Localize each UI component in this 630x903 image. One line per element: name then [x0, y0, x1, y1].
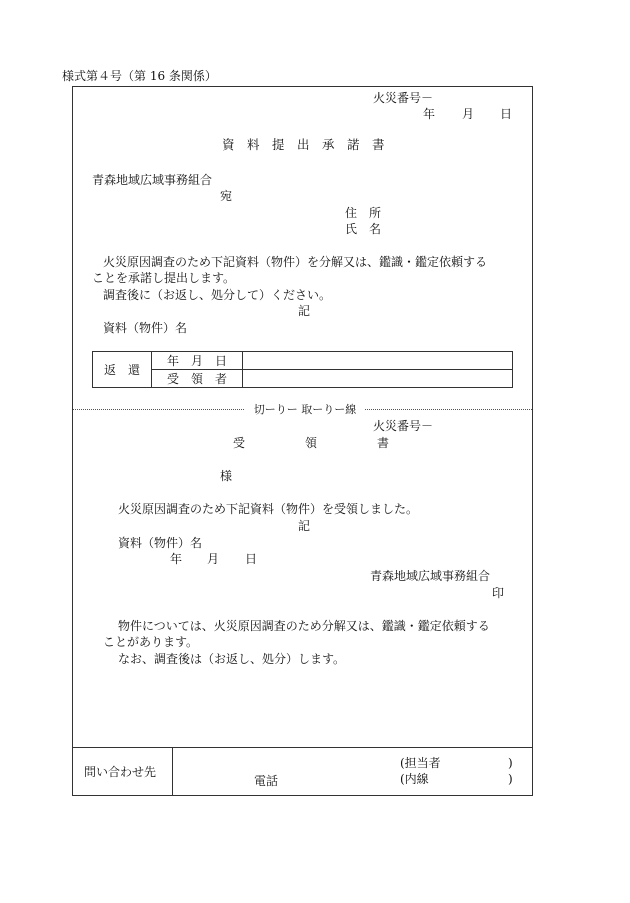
consent-body-line-3: 調査後に（お返し、処分して）ください。: [103, 288, 332, 302]
seal-mark: 印: [492, 586, 505, 600]
date-year-label: 年: [423, 107, 436, 121]
receipt-date-day: 日: [245, 552, 258, 566]
item-name-label: 資料（物件）名: [103, 321, 188, 335]
return-header-cell: 返 還: [93, 352, 152, 388]
receipt-addressee-suffix: 様: [220, 469, 233, 483]
return-table: [92, 351, 513, 388]
consent-body-line-2: ことを承諾し提出します。: [92, 271, 236, 285]
consent-body-line-1: 火災原因調査のため下記資料（物件）を分解又は、鑑識・鑑定依頼する: [103, 255, 488, 269]
address-label: 住 所: [345, 206, 382, 220]
notice-line-2: ことがあります。: [103, 635, 199, 649]
note-mark: 記: [298, 304, 311, 318]
extension-label: (内線: [400, 772, 429, 786]
form-number-label: 様式第４号（第 16 条関係）: [62, 69, 217, 83]
contact-label: 問い合わせ先: [84, 765, 157, 779]
fire-number-label: 火災番号－: [373, 91, 434, 105]
receipt-date-year: 年: [170, 552, 183, 566]
consent-form-title: 資 料 提 出 承 諾 書: [222, 137, 385, 152]
receipt-title: 受 領 書: [233, 436, 390, 450]
recipient-organization: 青森地域広域事務組合: [92, 173, 213, 187]
phone-label: 電話: [254, 774, 279, 788]
person-in-charge-label: (担当者: [400, 756, 441, 770]
cut-line-label: 切ーりー 取ーりー線: [245, 403, 365, 416]
receipt-fire-number-label: 火災番号－: [373, 419, 434, 433]
receipt-body-line-1: 火災原因調査のため下記資料（物件）を受領しました。: [118, 502, 419, 516]
receipt-note-mark: 記: [298, 519, 311, 533]
return-date-label: 年 月 日: [152, 352, 243, 370]
return-receiver-field[interactable]: [243, 370, 513, 388]
notice-line-1: 物件については、火災原因調査のため分解又は、鑑識・鑑定依頼する: [118, 619, 490, 633]
contact-column-divider: [172, 747, 173, 795]
date-day-label: 日: [500, 107, 513, 121]
date-month-label: 月: [462, 107, 475, 121]
notice-line-3: なお、調査後は（お返し、処分）します。: [118, 652, 346, 666]
issuer-organization: 青森地域広域事務組合: [370, 569, 491, 583]
receipt-item-name-label: 資料（物件）名: [118, 536, 203, 550]
name-label: 氏 名: [345, 222, 382, 236]
receipt-date-month: 月: [207, 552, 220, 566]
extension-close: ): [508, 772, 513, 786]
contact-divider: [73, 747, 532, 748]
return-date-field[interactable]: [243, 352, 513, 370]
return-receiver-label: 受 領 者: [152, 370, 243, 388]
recipient-suffix: 宛: [220, 189, 233, 203]
person-in-charge-close: ): [508, 756, 513, 770]
